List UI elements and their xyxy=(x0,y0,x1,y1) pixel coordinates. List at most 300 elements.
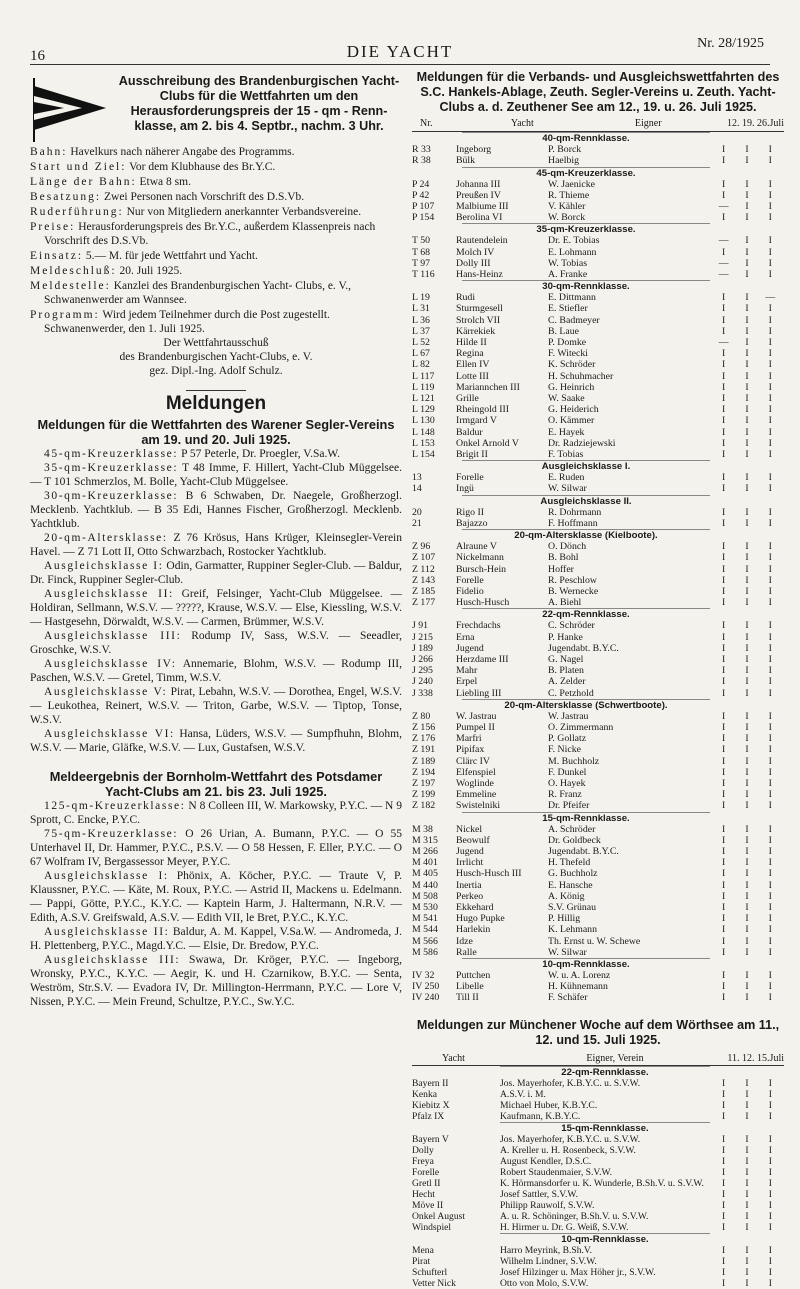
item-value: 5.— M. für jede Wettfahrt und Yacht. xyxy=(85,250,258,262)
race-marks xyxy=(712,1178,782,1189)
class-name: Ausgleichsklasse I: xyxy=(44,560,164,572)
race-mark: I xyxy=(722,1144,726,1156)
race-mark: I xyxy=(722,348,726,360)
race-marks xyxy=(712,632,782,643)
sail-number: M 530 xyxy=(412,901,438,913)
item-key: Start und Ziel: xyxy=(30,161,127,173)
race-mark: I xyxy=(768,620,772,632)
yacht-name: Molch IV xyxy=(456,246,495,258)
race-mark: I xyxy=(768,946,772,958)
race-mark: I xyxy=(745,1255,749,1267)
table-row xyxy=(412,348,784,359)
owner-name: R. Dohrmann xyxy=(548,506,602,518)
race-mark: I xyxy=(768,665,772,677)
sail-number: P 42 xyxy=(412,189,430,201)
class-name: Ausgleichsklasse V: xyxy=(44,686,168,698)
warener-heading: Meldungen für die Wettfahrten des Warener Segler-Vereins am 19. und 20. Juli 1925. xyxy=(37,417,395,447)
sail-number: IV 32 xyxy=(412,970,435,981)
table-row xyxy=(412,857,784,868)
sail-number: J 91 xyxy=(412,620,429,632)
race-mark: I xyxy=(722,665,726,677)
sail-number: 13 xyxy=(412,472,422,484)
owner-name: A. Schröder xyxy=(548,823,596,835)
race-mark: I xyxy=(722,212,726,224)
race-marks xyxy=(712,1134,782,1145)
race-mark: I xyxy=(768,1088,772,1100)
col-dates: 11. 12. 15.Juli xyxy=(727,1052,784,1064)
owner-club: Robert Staudenmaier, S.V.W. xyxy=(500,1166,613,1178)
item-key: Programm: xyxy=(30,309,100,321)
zeuthen-table-body xyxy=(412,132,784,1003)
owner-name: V. Kähler xyxy=(548,201,586,213)
race-mark: I xyxy=(768,415,772,427)
race-marks xyxy=(712,179,782,190)
class-entry xyxy=(30,727,402,755)
table-row xyxy=(412,824,784,835)
race-mark: I xyxy=(745,687,749,699)
race-mark: I xyxy=(768,970,772,981)
owner-name: F. Nicke xyxy=(548,744,581,756)
race-mark: I xyxy=(768,337,772,349)
zeuthen-table-header xyxy=(412,117,784,132)
ausschreibung-item xyxy=(30,264,402,278)
race-marks xyxy=(712,1100,782,1111)
yacht-name: Möve II xyxy=(412,1199,444,1211)
race-mark: I xyxy=(722,1199,726,1211)
yacht-name: Vetter Nick xyxy=(412,1277,456,1289)
col-nr: Nr. xyxy=(420,118,433,129)
table-row xyxy=(412,620,784,631)
owner-club: Michael Huber, K.B.Y.C. xyxy=(500,1099,598,1111)
yacht-name: Pipifax xyxy=(456,744,485,756)
sail-number: M 405 xyxy=(412,868,438,880)
sail-number: Z 112 xyxy=(412,563,435,575)
race-mark: I xyxy=(745,574,749,586)
race-mark: I xyxy=(745,1210,749,1222)
sail-number: T 68 xyxy=(412,246,431,258)
yacht-name: Woglinde xyxy=(456,777,494,789)
item-key: Bahn: xyxy=(30,146,68,158)
zeuthen-heading: Meldungen für die Verbands- und Ausgleichswettfahrten des S.C. Hankels-Ablage, Zeuth. Segler-Vereins u. Zeuth. Yacht-Clubs a. d. Zeuthener See am 12., 19. u. 26. Juli 1925. xyxy=(416,70,780,114)
race-mark: I xyxy=(722,744,726,756)
yacht-name: Grille xyxy=(456,393,479,405)
race-mark: I xyxy=(768,449,772,461)
race-marks xyxy=(712,438,782,449)
sail-number: Z 182 xyxy=(412,800,436,812)
sail-number: M 266 xyxy=(412,845,438,857)
class-entry xyxy=(30,489,402,531)
race-mark: — xyxy=(718,257,729,269)
owner-club: A. Kreller u. H. Rosenbeck, S.V.W. xyxy=(500,1144,636,1156)
owner-name: C. Schröder xyxy=(548,620,595,632)
table-row xyxy=(412,1189,784,1200)
race-mark: I xyxy=(745,144,749,156)
owner-name: Dr. Pfeifer xyxy=(548,800,590,812)
race-mark: I xyxy=(768,426,772,438)
item-value: 20. Juli 1925. xyxy=(119,265,183,277)
owner-name: C. Petzhold xyxy=(548,687,594,699)
yacht-name: Forelle xyxy=(456,472,484,484)
race-mark: I xyxy=(745,269,749,281)
race-marks xyxy=(712,800,782,811)
class-subheading: 22-qm-Rennklasse. xyxy=(500,1066,710,1078)
sail-number: M 38 xyxy=(412,823,433,835)
table-row xyxy=(412,1167,784,1178)
yacht-name: Onkel August xyxy=(412,1210,466,1222)
sail-number: L 37 xyxy=(412,325,430,337)
race-mark: I xyxy=(768,506,772,518)
item-value: Nur von Mitgliedern anerkannter Verbandsvereine. xyxy=(126,206,362,218)
club-pennant-icon xyxy=(30,74,110,144)
race-mark: I xyxy=(722,676,726,688)
table-row xyxy=(412,586,784,597)
race-mark: I xyxy=(768,1277,772,1289)
race-mark: I xyxy=(768,1244,772,1256)
race-mark: I xyxy=(768,1255,772,1267)
race-mark: I xyxy=(745,1077,749,1089)
race-mark: I xyxy=(745,913,749,925)
yacht-name: Erna xyxy=(456,631,475,643)
race-mark: I xyxy=(745,676,749,688)
race-marks xyxy=(712,970,782,981)
table-row xyxy=(412,507,784,518)
race-mark: I xyxy=(722,381,726,393)
race-marks xyxy=(712,201,782,212)
race-marks xyxy=(712,315,782,326)
race-mark: I xyxy=(722,687,726,699)
race-marks xyxy=(712,676,782,687)
race-mark: I xyxy=(745,935,749,947)
race-mark: I xyxy=(745,733,749,745)
sail-number: Z 156 xyxy=(412,721,436,733)
race-mark: I xyxy=(745,755,749,767)
table-row xyxy=(412,1100,784,1111)
race-mark: I xyxy=(722,426,726,438)
table-row xyxy=(412,733,784,744)
race-mark: I xyxy=(768,823,772,835)
table-row xyxy=(412,337,784,348)
sail-number: L 36 xyxy=(412,314,430,326)
owner-name: W. Silwar xyxy=(548,483,587,495)
race-marks xyxy=(712,1111,782,1122)
table-row xyxy=(412,427,784,438)
race-mark: — xyxy=(718,201,729,213)
race-marks xyxy=(712,427,782,438)
table-row xyxy=(412,1222,784,1233)
race-mark: I xyxy=(722,325,726,337)
yacht-name: Idze xyxy=(456,935,473,947)
race-mark: I xyxy=(745,155,749,167)
race-mark: I xyxy=(722,710,726,722)
table-row xyxy=(412,924,784,935)
race-mark: I xyxy=(768,1155,772,1167)
race-mark: I xyxy=(745,1155,749,1167)
class-name: Ausgleichsklasse IV: xyxy=(44,658,177,670)
owner-name: F. Dunkel xyxy=(548,766,587,778)
race-mark: I xyxy=(768,517,772,529)
race-mark: I xyxy=(722,1210,726,1222)
item-key: Einsatz: xyxy=(30,250,84,262)
table-row xyxy=(412,258,784,269)
item-value: Kanzlei des Brandenburgischen Yacht- Clubs, e. V., Schwanenwerder am Wannsee. xyxy=(44,280,352,306)
sail-number: 14 xyxy=(412,483,422,495)
race-mark: I xyxy=(722,370,726,382)
table-row xyxy=(412,190,784,201)
table-row xyxy=(412,371,784,382)
race-mark: I xyxy=(745,665,749,677)
table-row xyxy=(412,665,784,676)
yacht-name: Regina xyxy=(456,348,484,360)
race-mark: I xyxy=(722,359,726,371)
owner-name: P. Hanke xyxy=(548,631,583,643)
owner-name: E. Ruden xyxy=(548,472,585,484)
race-mark: I xyxy=(768,212,772,224)
race-marks xyxy=(712,348,782,359)
race-mark: I xyxy=(722,890,726,902)
race-mark: I xyxy=(722,924,726,936)
race-mark: I xyxy=(745,1199,749,1211)
race-mark: I xyxy=(768,868,772,880)
table-row xyxy=(412,947,784,958)
race-mark: I xyxy=(745,946,749,958)
owner-name: H. Kühnemann xyxy=(548,981,608,993)
yacht-name: Nickel xyxy=(456,823,483,835)
race-mark: I xyxy=(745,303,749,315)
col-owner: Eigner, Verein xyxy=(586,1052,644,1064)
class-name: 20-qm-Altersklasse: xyxy=(44,532,168,544)
yacht-name: Mahr xyxy=(456,665,478,677)
table-row xyxy=(412,1267,784,1278)
race-mark: I xyxy=(722,631,726,643)
owner-name: Haelbig xyxy=(548,155,580,167)
race-marks xyxy=(712,688,782,699)
table-row xyxy=(412,1134,784,1145)
race-mark: I xyxy=(722,1221,726,1233)
race-marks xyxy=(712,449,782,460)
race-marks xyxy=(712,711,782,722)
sail-number: Z 107 xyxy=(412,552,436,564)
race-marks xyxy=(712,643,782,654)
ausschreibung-item xyxy=(30,279,402,307)
race-mark: I xyxy=(722,1266,726,1278)
race-marks xyxy=(712,767,782,778)
race-marks xyxy=(712,359,782,370)
yacht-name: Pirat xyxy=(412,1255,431,1267)
sail-number: Z 194 xyxy=(412,766,436,778)
table-row xyxy=(412,326,784,337)
yacht-name: Onkel Arnold V xyxy=(456,437,519,449)
class-subheading: 45-qm-Kreuzerklasse. xyxy=(462,167,710,179)
yacht-name: Hecht xyxy=(412,1188,435,1200)
yacht-name: Bajazzo xyxy=(456,517,488,529)
table-row xyxy=(412,144,784,155)
table-row xyxy=(412,438,784,449)
table-row xyxy=(412,722,784,733)
owner-name: R. Peschlow xyxy=(548,574,597,586)
race-mark: I xyxy=(768,303,772,315)
race-mark: — xyxy=(765,292,776,304)
sail-number: L 67 xyxy=(412,348,430,360)
signature-line-1: Der Wettfahrtausschuß xyxy=(163,337,269,349)
owner-club: A.S.V. i. M. xyxy=(500,1088,546,1100)
race-mark: I xyxy=(768,653,772,665)
race-mark: I xyxy=(745,1244,749,1256)
race-mark: I xyxy=(768,766,772,778)
race-mark: I xyxy=(722,653,726,665)
race-mark: I xyxy=(745,766,749,778)
table-row xyxy=(412,472,784,483)
yacht-name: Irrlicht xyxy=(456,857,484,869)
owner-name: A. Zelder xyxy=(548,676,586,688)
table-row xyxy=(412,483,784,494)
table-row xyxy=(412,992,784,1003)
race-mark: I xyxy=(722,642,726,654)
race-mark: I xyxy=(768,1144,772,1156)
table-row xyxy=(412,643,784,654)
table-row xyxy=(412,1278,784,1289)
race-mark: I xyxy=(745,1177,749,1189)
race-mark: I xyxy=(768,437,772,449)
race-mark: — xyxy=(718,269,729,281)
race-mark: I xyxy=(722,777,726,789)
sail-number: L 31 xyxy=(412,303,430,315)
race-mark: I xyxy=(745,404,749,416)
owner-name: B. Bohl xyxy=(548,552,579,564)
sail-number: Z 185 xyxy=(412,585,436,597)
race-mark: I xyxy=(745,597,749,609)
race-mark: I xyxy=(768,552,772,564)
class-subheading: 15-qm-Rennklasse. xyxy=(462,812,710,824)
class-name: Ausgleichsklasse II: xyxy=(44,926,170,938)
sail-number: J 189 xyxy=(412,642,433,654)
owner-club: Harro Meyrink, B.Sh.V. xyxy=(500,1244,593,1256)
yacht-name: Ingü xyxy=(456,483,474,495)
yacht-name: Ralle xyxy=(456,946,477,958)
ausschreibung-header xyxy=(30,74,402,144)
race-mark: — xyxy=(718,235,729,247)
race-marks xyxy=(712,235,782,246)
race-mark: I xyxy=(745,517,749,529)
yacht-name: Strolch VII xyxy=(456,314,501,326)
owner-name: W. Saake xyxy=(548,393,585,405)
owner-name: F. Tobias xyxy=(548,449,584,461)
race-mark: I xyxy=(722,178,726,190)
owner-club: Josef Hilzinger u. Max Höher jr., S.V.W. xyxy=(500,1266,656,1278)
race-marks xyxy=(712,947,782,958)
race-mark: I xyxy=(745,879,749,891)
yacht-name: Baldur xyxy=(456,426,483,438)
yacht-name: Brigit II xyxy=(456,449,488,461)
table-row xyxy=(412,880,784,891)
race-mark: I xyxy=(722,517,726,529)
signature-line-2: des Brandenburgischen Yacht-Clubs, e. V. xyxy=(119,351,313,363)
item-value: Herausforderungspreis des Br.Y.C., außerdem Klassenpreis nach Vorschrift des D.S.Vb. xyxy=(44,221,376,247)
race-mark: I xyxy=(768,631,772,643)
race-mark: I xyxy=(722,506,726,518)
race-marks xyxy=(712,902,782,913)
class-entry xyxy=(30,685,402,727)
class-subheading: 22-qm-Rennklasse. xyxy=(462,608,710,620)
race-mark: I xyxy=(722,970,726,981)
owner-name: A. Franke xyxy=(548,269,588,281)
race-mark: I xyxy=(768,393,772,405)
owner-name: B. Laue xyxy=(548,325,580,337)
race-mark: I xyxy=(768,642,772,654)
race-mark: I xyxy=(745,426,749,438)
sail-number: L 154 xyxy=(412,449,435,461)
race-marks xyxy=(712,891,782,902)
item-value: Etwa 8 sm. xyxy=(139,176,191,188)
race-mark: I xyxy=(722,1188,726,1200)
sail-number: L 129 xyxy=(412,404,435,416)
race-mark: I xyxy=(768,381,772,393)
item-value: Wird jedem Teilnehmer durch die Post zugestellt. xyxy=(102,309,330,321)
sail-number: M 544 xyxy=(412,924,438,936)
race-marks xyxy=(712,541,782,552)
left-column xyxy=(30,74,402,1009)
race-mark: — xyxy=(718,337,729,349)
race-mark: I xyxy=(722,845,726,857)
yacht-name: Forelle xyxy=(456,574,484,586)
race-marks xyxy=(712,415,782,426)
race-mark: I xyxy=(768,935,772,947)
owner-name: Jugendabt. B.Y.C. xyxy=(548,845,619,857)
race-mark: I xyxy=(745,789,749,801)
yacht-name: Husch-Husch III xyxy=(456,868,522,880)
item-value: Havelkurs nach näherer Angabe des Programms. xyxy=(70,146,295,158)
yacht-name: Bülk xyxy=(456,155,476,167)
sail-number: M 586 xyxy=(412,946,438,958)
race-mark: I xyxy=(745,483,749,495)
class-name: Ausgleichsklasse II: xyxy=(44,588,174,600)
race-mark: I xyxy=(768,178,772,190)
race-mark: I xyxy=(745,189,749,201)
class-entries: Annemarie, Blohm, W.S.V. — Rodump III, Paschen, W.S.V. — Gretel, Timm, W.S.V. xyxy=(30,658,402,684)
race-mark: I xyxy=(722,946,726,958)
table-row xyxy=(412,1256,784,1267)
table-row xyxy=(412,913,784,924)
race-mark: I xyxy=(768,890,772,902)
race-mark: I xyxy=(768,574,772,586)
race-mark: I xyxy=(722,981,726,993)
yacht-name: Bursch-Hein xyxy=(456,563,507,575)
ausschreibung-title: Ausschreibung des Brandenburgischen Yacht-Clubs für die Wettfahrten um den Herausforderungspreis der 15 - qm - Renn- klasse, am 2. bis 4. Septbr., nachm. 3 Uhr. xyxy=(118,74,400,133)
sail-number: L 82 xyxy=(412,359,430,371)
race-mark: I xyxy=(745,393,749,405)
race-mark: I xyxy=(745,970,749,981)
col-owner: Eigner xyxy=(634,118,662,129)
race-marks xyxy=(712,326,782,337)
owner-name: S.V. Grünau xyxy=(548,901,596,913)
sail-number: Z 177 xyxy=(412,597,436,609)
owner-name: E. Hayek xyxy=(548,426,585,438)
race-marks xyxy=(712,212,782,223)
race-mark: I xyxy=(722,1155,726,1167)
sail-number: J 240 xyxy=(412,676,433,688)
race-mark: I xyxy=(768,834,772,846)
yacht-name: Puttchen xyxy=(456,970,491,981)
owner-club: Jos. Mayerhofer, K.B.Y.C. u. S.V.W. xyxy=(500,1133,641,1145)
race-mark: I xyxy=(722,1177,726,1189)
ausschreibung-item xyxy=(30,205,402,219)
ausschreibung-item xyxy=(30,249,402,263)
yacht-name: Emmeline xyxy=(456,789,497,801)
owner-name: W. Silwar xyxy=(548,946,587,958)
yacht-name: Fidelio xyxy=(456,585,484,597)
sail-number: J 215 xyxy=(412,631,433,643)
race-marks xyxy=(712,1267,782,1278)
race-mark: I xyxy=(722,755,726,767)
